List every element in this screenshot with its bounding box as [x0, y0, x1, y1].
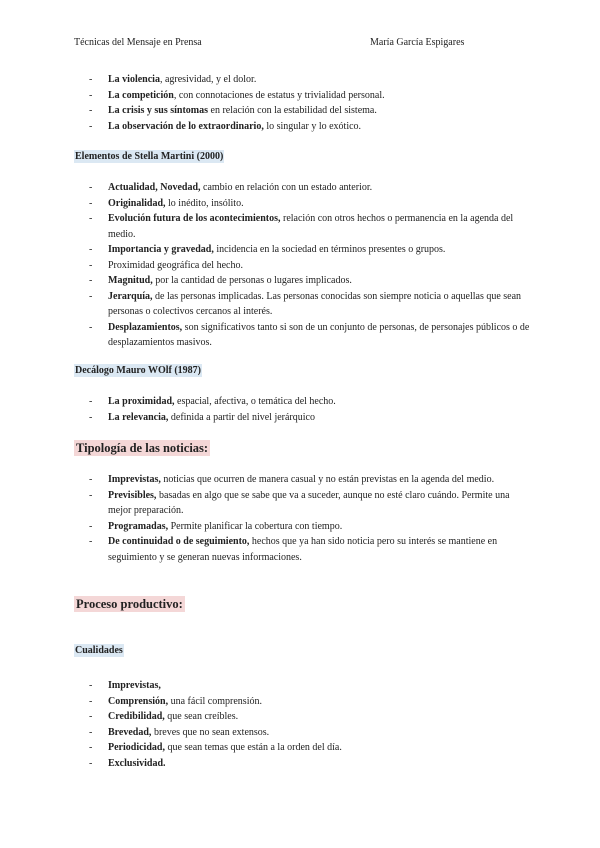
bullet-dash: -: [89, 275, 93, 286]
list-item-description: , con connotaciones de estatus y trivialidad personal.: [173, 89, 385, 101]
list-item-term: Credibilidad,: [108, 711, 165, 722]
list-qualities: [74, 678, 534, 771]
bullet-dash: -: [89, 244, 93, 255]
bullet-dash: -: [89, 536, 93, 547]
list-item: [74, 488, 534, 519]
page-header: [74, 37, 526, 51]
list-item: [74, 694, 534, 710]
bullet-dash: -: [89, 680, 93, 691]
list-item-term: La crisis y sus síntomas: [108, 105, 209, 116]
list-item-description: hechos que ya han sido noticia pero su interés se mantiene en seguimiento y se generan nuevas informaciones.: [108, 536, 498, 563]
bullet-dash: -: [89, 742, 93, 753]
list-item-description: Proximidad geográfica del hecho.: [108, 259, 243, 271]
list-item: [74, 678, 534, 694]
bullet-dash: -: [89, 89, 93, 101]
bullet-dash: -: [89, 259, 93, 271]
section-heading-martini: Elementos de Stella Martini (2000): [75, 151, 224, 162]
section-heading-production: Proceso productivo:: [76, 597, 183, 611]
section-heading-wolf: Decálogo Mauro WOlf (1987): [75, 365, 202, 376]
bullet-dash: -: [89, 757, 93, 769]
list-item-term: La violencia: [108, 74, 160, 85]
list-item: [74, 273, 534, 289]
list-item: [74, 740, 534, 756]
list-martini-elements: [74, 180, 534, 351]
header-course-title: Técnicas del Mensaje en Prensa: [74, 37, 202, 48]
list-item-description: relación con otros hechos o permanencia en la agenda del medio.: [108, 213, 514, 240]
bullet-dash: -: [89, 321, 93, 333]
bullet-dash: -: [89, 213, 93, 224]
list-item: [74, 103, 534, 119]
list-item-description: en relación con la estabilidad del sistema.: [208, 105, 377, 116]
bullet-dash: -: [89, 105, 93, 116]
bullet-dash: -: [89, 695, 93, 707]
list-item-term: La relevancia,: [108, 411, 169, 423]
bullet-dash: -: [89, 489, 93, 501]
list-item-term: Brevedad,: [108, 726, 152, 738]
list-item-term: Evolución futura de los acontecimientos,: [108, 213, 281, 224]
list-item-term: La proximidad,: [108, 396, 175, 407]
bullet-dash: -: [89, 520, 93, 532]
list-item-description: noticias que ocurren de manera casual y no están previstas en la agenda del medio.: [160, 474, 495, 485]
list-item: [74, 258, 534, 274]
list-item-description: por la cantidad de personas o lugares implicados.: [152, 275, 352, 286]
list-item-term: Jerarquía,: [108, 290, 153, 302]
list-item-term: Programadas,: [108, 520, 169, 532]
list-item-term: Exclusividad.: [108, 757, 166, 769]
list-item-description: basadas en algo que se sabe que va a suceder, aunque no esté claro cuándo. Permite una mejor preparación.: [108, 489, 510, 516]
list-item-description: son significativos tanto si son de un conjunto de personas, de personajes públicos o de desplazamientos masivos.: [108, 321, 530, 348]
list-item: [74, 519, 534, 535]
list-item-term: Periodicidad,: [108, 742, 165, 753]
section-heading-qualities: Cualidades: [75, 645, 123, 656]
list-item-description: de las personas implicadas. Las personas conocidas son siempre noticia o aquellas que sean personas o colectivos cercanos al interés.: [108, 290, 522, 317]
list-item-description: espacial, afectiva, o temática del hecho.: [174, 396, 336, 407]
list-item-description: incidencia en la sociedad en términos presentes o grupos.: [213, 244, 446, 255]
list-item: [74, 394, 534, 410]
list-item: [74, 211, 534, 242]
list-item: [74, 72, 534, 88]
list-item-term: Imprevistas,: [108, 474, 161, 485]
list-item-term: La observación de lo extraordinario,: [108, 120, 264, 132]
list-news-values: [74, 72, 534, 134]
list-item-term: La competición: [108, 89, 174, 101]
list-item: [74, 242, 534, 258]
list-item-term: De continuidad o de seguimiento,: [108, 536, 250, 547]
list-item-term: Comprensión,: [108, 695, 169, 707]
list-item-description: Permite planificar la cobertura con tiempo.: [168, 520, 343, 532]
bullet-dash: -: [89, 120, 93, 132]
list-item-description: lo inédito, insólito.: [165, 197, 244, 209]
list-item-term: Magnitud,: [108, 275, 153, 286]
bullet-dash: -: [89, 711, 93, 722]
list-item: [74, 88, 534, 104]
list-item: [74, 180, 534, 196]
bullet-dash: -: [89, 396, 93, 407]
list-item-term: Originalidad,: [108, 197, 166, 209]
list-item-description: lo singular y lo exótico.: [263, 120, 362, 132]
list-item-term: Importancia y gravedad,: [108, 244, 214, 255]
list-item: [74, 472, 534, 488]
list-item-description: una fácil comprensión.: [168, 695, 262, 707]
list-item: [74, 410, 534, 426]
list-item-description: cambio en relación con un estado anterior.: [200, 182, 373, 193]
list-item-term: Actualidad, Novedad,: [108, 182, 201, 193]
bullet-dash: -: [89, 197, 93, 209]
list-wolf-decalogue: [74, 394, 534, 425]
bullet-dash: -: [89, 182, 93, 193]
list-item: [74, 320, 534, 351]
bullet-dash: -: [89, 74, 93, 85]
bullet-dash: -: [89, 290, 93, 302]
list-item-description: breves que no sean extensos.: [151, 726, 270, 738]
list-item-term: Previsibles,: [108, 489, 157, 501]
list-item-description: que sean temas que están a la orden del día.: [164, 742, 342, 753]
list-item-term: Desplazamientos,: [108, 321, 183, 333]
list-item-term: Imprevistas,: [108, 680, 161, 691]
bullet-dash: -: [89, 411, 93, 423]
list-item: [74, 756, 534, 772]
header-author: María García Espigares: [370, 37, 465, 48]
list-news-typology: [74, 472, 534, 565]
bullet-dash: -: [89, 726, 93, 738]
list-item: [74, 709, 534, 725]
list-item-description: que sean creíbles.: [164, 711, 239, 722]
list-item: [74, 534, 534, 565]
section-heading-typology: Tipología de las noticias:: [76, 441, 209, 455]
bullet-dash: -: [89, 474, 93, 485]
list-item: [74, 289, 534, 320]
list-item-description: definida a partir del nivel jerárquico: [168, 411, 315, 423]
list-item: [74, 196, 534, 212]
list-item: [74, 725, 534, 741]
list-item-description: , agresividad, y el dolor.: [159, 74, 257, 85]
list-item: [74, 119, 534, 135]
